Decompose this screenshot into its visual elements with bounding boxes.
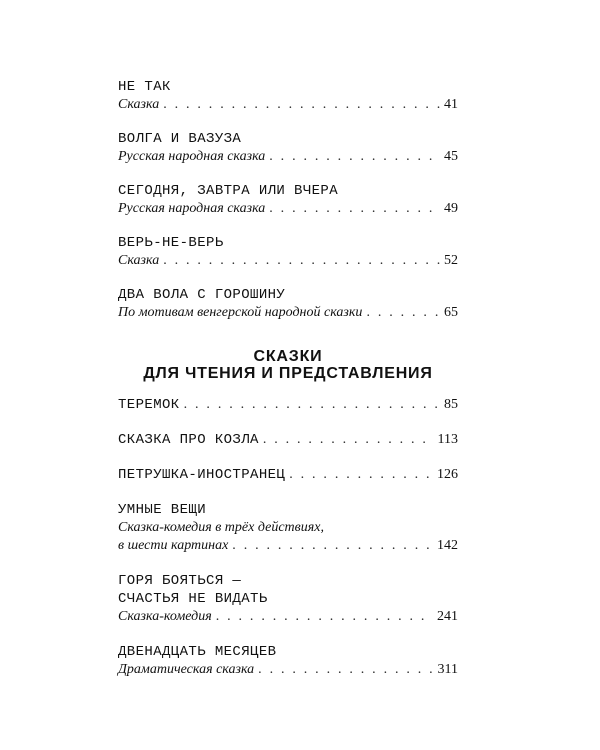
entry-title: ВЕРЬ-НЕ-ВЕРЬ xyxy=(118,235,224,251)
page-number: 142 xyxy=(437,538,458,553)
dot-leader xyxy=(184,396,440,414)
page-number: 65 xyxy=(444,305,458,320)
entry-subtitle-line xyxy=(118,537,458,555)
toc-entry xyxy=(118,234,458,270)
toc-entry xyxy=(118,466,458,484)
dot-leader xyxy=(289,466,433,484)
dot-leader xyxy=(263,431,434,449)
page-number: 45 xyxy=(444,149,458,164)
entry-subtitle-line xyxy=(118,252,458,270)
section-heading-line2: ДЛЯ ЧТЕНИЯ И ПРЕДСТАВЛЕНИЯ xyxy=(143,365,433,382)
toc-entry xyxy=(118,643,458,679)
entry-title: ПЕТРУШКА-ИНОСТРАНЕЦ xyxy=(118,467,286,483)
entry-title: ДВЕНАДЦАТЬ МЕСЯЦЕВ xyxy=(118,644,277,660)
dot-leader xyxy=(269,200,440,218)
dot-leader xyxy=(163,96,440,114)
entry-subtitle-line xyxy=(118,661,458,679)
entry-subtitle-line xyxy=(118,148,458,166)
dot-leader xyxy=(258,661,433,679)
table-of-contents xyxy=(118,78,458,696)
dot-leader xyxy=(163,252,440,270)
entry-title: СЕГОДНЯ, ЗАВТРА ИЛИ ВЧЕРА xyxy=(118,183,339,199)
toc-entry xyxy=(118,286,458,322)
entry-subtitle: По мотивам венгерской народной сказки xyxy=(118,305,363,320)
dot-leader xyxy=(232,537,433,555)
entry-title: ВОЛГА И ВАЗУЗА xyxy=(118,131,242,147)
toc-entry xyxy=(118,78,458,114)
entry-title: УМНЫЕ ВЕЩИ xyxy=(118,502,207,518)
entry-subtitle: Сказка-комедия xyxy=(118,609,212,624)
entry-subtitle: Сказка xyxy=(118,253,160,268)
page-number: 126 xyxy=(437,467,458,482)
page-number: 113 xyxy=(437,432,458,447)
section-heading xyxy=(118,348,458,382)
dot-leader xyxy=(216,608,433,626)
entry-title: СЧАСТЬЯ НЕ ВИДАТЬ xyxy=(118,591,268,607)
entry-subtitle-line xyxy=(118,200,458,218)
entry-subtitle-line xyxy=(118,96,458,114)
toc-entry xyxy=(118,572,458,626)
entry-subtitle: Драматическая сказка xyxy=(118,662,255,677)
toc-entry xyxy=(118,431,458,449)
page-number: 85 xyxy=(444,397,458,412)
entry-subtitle: Русская народная сказка xyxy=(118,149,266,164)
entry-subtitle: Сказка xyxy=(118,97,160,112)
entry-title: НЕ ТАК xyxy=(118,79,171,95)
entry-title: ТЕРЕМОК xyxy=(118,397,180,413)
dot-leader xyxy=(366,304,440,322)
entry-title: ГОРЯ БОЯТЬСЯ — xyxy=(118,573,242,589)
dot-leader xyxy=(269,148,440,166)
page-number: 52 xyxy=(444,253,458,268)
page-number: 49 xyxy=(444,201,458,216)
page-number: 41 xyxy=(444,97,458,112)
page-number: 241 xyxy=(437,609,458,624)
entry-subtitle-line xyxy=(118,608,458,626)
section-heading-line1: СКАЗКИ xyxy=(253,348,323,365)
toc-entry xyxy=(118,182,458,218)
page-number: 311 xyxy=(437,662,458,677)
toc-entry xyxy=(118,130,458,166)
entry-subtitle: Сказка-комедия в трёх действиях, xyxy=(118,520,324,535)
entry-subtitle: в шести картинах xyxy=(118,538,229,553)
entry-subtitle: Русская народная сказка xyxy=(118,201,266,216)
toc-entry xyxy=(118,396,458,414)
entry-subtitle-line xyxy=(118,304,458,322)
entry-title-line xyxy=(118,466,458,484)
toc-entry xyxy=(118,501,458,555)
entry-title-line xyxy=(118,396,458,414)
entry-title-line xyxy=(118,431,458,449)
entry-title: ДВА ВОЛА С ГОРОШИНУ xyxy=(118,287,286,303)
entry-title: СКАЗКА ПРО КОЗЛА xyxy=(118,432,259,448)
